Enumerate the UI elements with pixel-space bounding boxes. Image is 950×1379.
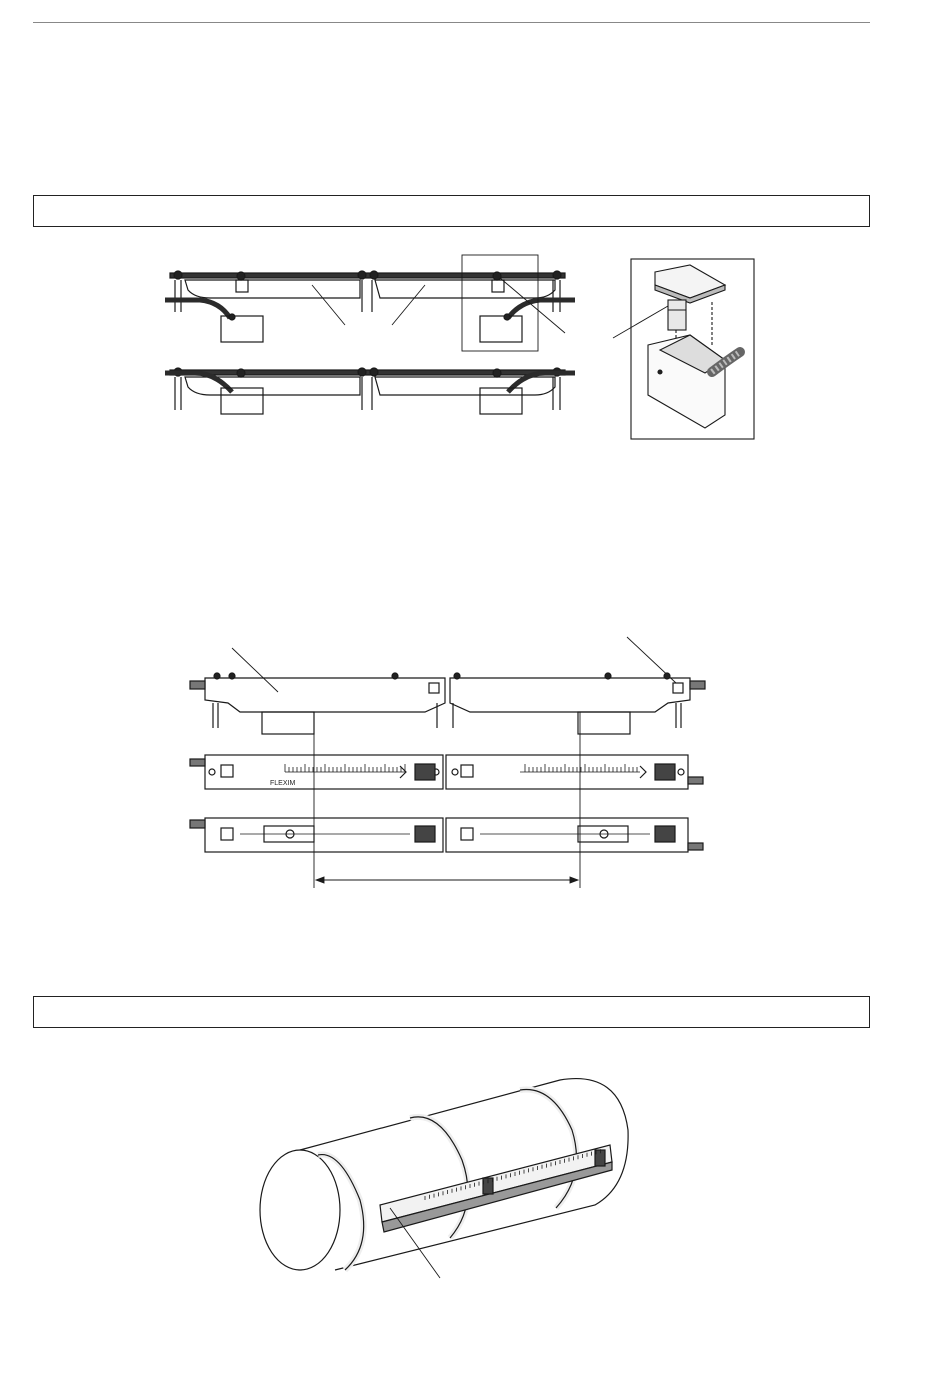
transducer-distance-dimension: [314, 712, 580, 888]
transducer-detail-inset: [613, 259, 754, 439]
rail-side-view-lower: [165, 368, 575, 414]
rail-side-view-upper: [165, 255, 575, 351]
rail-assembly-side: [190, 637, 705, 734]
rail-scale-view-upper: [190, 755, 703, 789]
rail-scale-view-lower: [190, 818, 703, 852]
brand-label-upper-left: FLEXIM: [270, 780, 296, 787]
pipe-mounted-assembly: [260, 1079, 628, 1278]
